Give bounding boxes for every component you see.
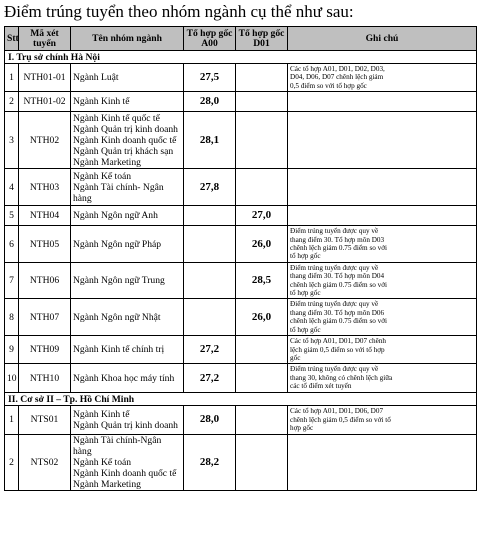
cell-stt: 2 (5, 92, 19, 112)
header-code: Mã xét tuyển (19, 27, 71, 51)
cell-stt: 8 (5, 299, 19, 336)
header-a00: Tổ hợp gốc A00 (184, 27, 236, 51)
major-name: Ngành Ngôn ngữ Trung (73, 275, 165, 287)
note-line: chênh lệch giảm 0.75 điểm so với (290, 244, 388, 253)
cell-d01-score: 28,5 (236, 262, 288, 299)
cell-majors (71, 92, 184, 112)
major-name: Ngành Marketing (73, 478, 141, 490)
major-name: Ngành Kinh tế chính trị (73, 344, 165, 356)
cell-stt: 3 (5, 112, 19, 169)
cell-d01-score (236, 169, 288, 206)
cell-code: NTH09 (19, 336, 71, 364)
header-note: Ghi chú (288, 27, 477, 51)
cell-stt: 9 (5, 336, 19, 364)
cell-code: NTH05 (19, 226, 71, 263)
table-row (5, 364, 477, 393)
major-name: Ngành Quản trị khách sạn (73, 145, 174, 157)
major-name: Ngành Kinh tế quốc tế (73, 112, 160, 124)
note-line: tổ hợp gốc (290, 289, 321, 298)
table-row (5, 64, 477, 92)
cell-a00-score (184, 206, 236, 226)
cell-stt: 5 (5, 206, 19, 226)
cell-a00-score: 27,2 (184, 336, 236, 364)
note-line: D04, D06, D07 chênh lệch giảm (290, 73, 384, 82)
table-row (5, 434, 477, 490)
cell-note (288, 64, 477, 92)
cell-stt: 6 (5, 226, 19, 263)
cell-a00-score (184, 226, 236, 263)
major-name: Ngành Kinh doanh quốc tế (73, 467, 177, 479)
major-name: Ngành Kế toán (73, 456, 132, 468)
major-name: Ngành Quản trị kinh doanh (73, 419, 178, 431)
note-line: Điểm trúng tuyển được quy về (290, 300, 379, 309)
table-body (5, 51, 477, 491)
major-name: Ngành Marketing (73, 156, 141, 168)
cell-a00-score: 27,8 (184, 169, 236, 206)
admission-scores-table (4, 26, 477, 491)
table-row (5, 206, 477, 226)
cell-note (288, 92, 477, 112)
cell-code: NTH02 (19, 112, 71, 169)
table-row (5, 262, 477, 299)
cell-note (288, 206, 477, 226)
note-line: tổ hợp gốc (290, 252, 321, 261)
cell-majors (71, 299, 184, 336)
cell-code: NTH06 (19, 262, 71, 299)
cell-a00-score: 28,2 (184, 434, 236, 490)
cell-stt: 1 (5, 64, 19, 92)
cell-note (288, 262, 477, 299)
note-line: thang 30, không có chênh lệch giữa (290, 373, 393, 382)
major-name: hàng (73, 445, 92, 457)
header-group: Tên nhóm ngành (71, 27, 184, 51)
cell-a00-score: 27,2 (184, 364, 236, 393)
note-line: các tổ điểm xét tuyển (290, 382, 352, 391)
table-header-row (5, 27, 477, 51)
cell-majors (71, 336, 184, 364)
cell-code: NTS01 (19, 406, 71, 434)
note-line: Điểm trúng tuyển được quy về (290, 365, 379, 374)
cell-majors (71, 262, 184, 299)
table-row (5, 226, 477, 263)
cell-stt: 4 (5, 169, 19, 206)
major-name: Ngành Tài chính- Ngân (73, 181, 164, 193)
cell-note (288, 299, 477, 336)
major-name: Ngành Tài chính-Ngân (73, 434, 162, 446)
cell-d01-score: 26,0 (236, 299, 288, 336)
cell-note (288, 434, 477, 490)
major-name: Ngành Ngôn ngữ Anh (73, 210, 158, 222)
cell-majors (71, 364, 184, 393)
cell-code: NTH01-01 (19, 64, 71, 92)
cell-d01-score: 27,0 (236, 206, 288, 226)
cell-majors (71, 64, 184, 92)
major-name: Ngành Kế toán (73, 170, 132, 182)
cell-majors (71, 206, 184, 226)
cell-stt: 10 (5, 364, 19, 393)
cell-code: NTH04 (19, 206, 71, 226)
cell-code: NTH01-02 (19, 92, 71, 112)
cell-note (288, 336, 477, 364)
cell-stt: 7 (5, 262, 19, 299)
note-line: lệch giảm 0,5 điểm so với tổ hợp (290, 345, 385, 354)
table-row (5, 299, 477, 336)
major-name: hàng (73, 192, 92, 204)
cell-d01-score (236, 364, 288, 393)
note-line: Điểm trúng tuyển được quy về (290, 263, 379, 272)
cell-stt: 1 (5, 406, 19, 434)
page-title: Điểm trúng tuyển theo nhóm ngành cụ thể như sau: (4, 2, 354, 21)
note-line: chênh lệch giảm 0.75 điểm so với (290, 280, 388, 289)
cell-d01-score (236, 336, 288, 364)
note-line: Các tổ hợp A01, D01, D06, D07 (290, 407, 384, 416)
cell-note (288, 226, 477, 263)
major-name: Ngành Khoa học máy tính (73, 372, 175, 384)
note-line: thang điểm 30. Tổ hợp môn D04 (290, 272, 385, 281)
cell-d01-score (236, 434, 288, 490)
table-row (5, 336, 477, 364)
note-line: tổ hợp gốc (290, 325, 321, 334)
cell-d01-score (236, 406, 288, 434)
cell-majors (71, 406, 184, 434)
cell-code: NTH10 (19, 364, 71, 393)
table-row (5, 112, 477, 169)
cell-code: NTH07 (19, 299, 71, 336)
note-line: thang điểm 30. Tổ hợp môn D03 (290, 235, 385, 244)
table-row (5, 169, 477, 206)
cell-a00-score: 28,0 (184, 406, 236, 434)
cell-a00-score: 28,0 (184, 92, 236, 112)
cell-note (288, 169, 477, 206)
major-name: Ngành Ngôn ngữ Pháp (73, 238, 162, 250)
section-label: II. Cơ sở II – Tp. Hồ Chí Minh (5, 393, 477, 406)
major-name: Ngành Quản trị kinh doanh (73, 123, 178, 135)
cell-a00-score (184, 262, 236, 299)
cell-a00-score (184, 299, 236, 336)
major-name: Ngành Kinh doanh quốc tế (73, 134, 177, 146)
major-name: Ngành Ngôn ngữ Nhật (73, 311, 161, 323)
cell-majors (71, 169, 184, 206)
major-name: Ngành Kinh tế (73, 408, 130, 420)
section-row (5, 393, 477, 406)
cell-stt: 2 (5, 434, 19, 490)
note-line: thang điểm 30. Tổ hợp môn D06 (290, 308, 385, 317)
note-line: hợp gốc (290, 424, 314, 433)
cell-majors (71, 112, 184, 169)
header-stt: Stt (5, 27, 19, 51)
section-label: I. Trụ sở chính Hà Nội (5, 51, 477, 64)
major-name: Ngành Kinh tế (73, 96, 130, 108)
table-row (5, 92, 477, 112)
note-line: chênh lệch giảm 0.75 điểm so với (290, 317, 388, 326)
cell-a00-score: 27,5 (184, 64, 236, 92)
header-d01: Tổ hợp gốc D01 (236, 27, 288, 51)
cell-note (288, 364, 477, 393)
section-row (5, 51, 477, 64)
cell-d01-score (236, 112, 288, 169)
note-line: Các tổ hợp A01, D01, D02, D03, (290, 65, 385, 73)
note-line: Điểm trúng tuyển được quy về (290, 227, 379, 236)
note-line: 0,5 điểm so với tổ hợp gốc (290, 81, 367, 90)
cell-a00-score: 28,1 (184, 112, 236, 169)
cell-majors (71, 226, 184, 263)
note-line: chênh lệch giảm 0,5 điểm so với tổ (290, 415, 391, 424)
note-line: Các tổ hợp A01, D01, D07 chênh (290, 337, 387, 346)
cell-note (288, 112, 477, 169)
cell-code: NTH03 (19, 169, 71, 206)
cell-d01-score (236, 64, 288, 92)
table-row (5, 406, 477, 434)
cell-note (288, 406, 477, 434)
cell-d01-score (236, 92, 288, 112)
cell-d01-score: 26,0 (236, 226, 288, 263)
major-name: Ngành Luật (73, 72, 119, 84)
note-line: gốc (290, 353, 301, 362)
cell-code: NTS02 (19, 434, 71, 490)
cell-majors (71, 434, 184, 490)
